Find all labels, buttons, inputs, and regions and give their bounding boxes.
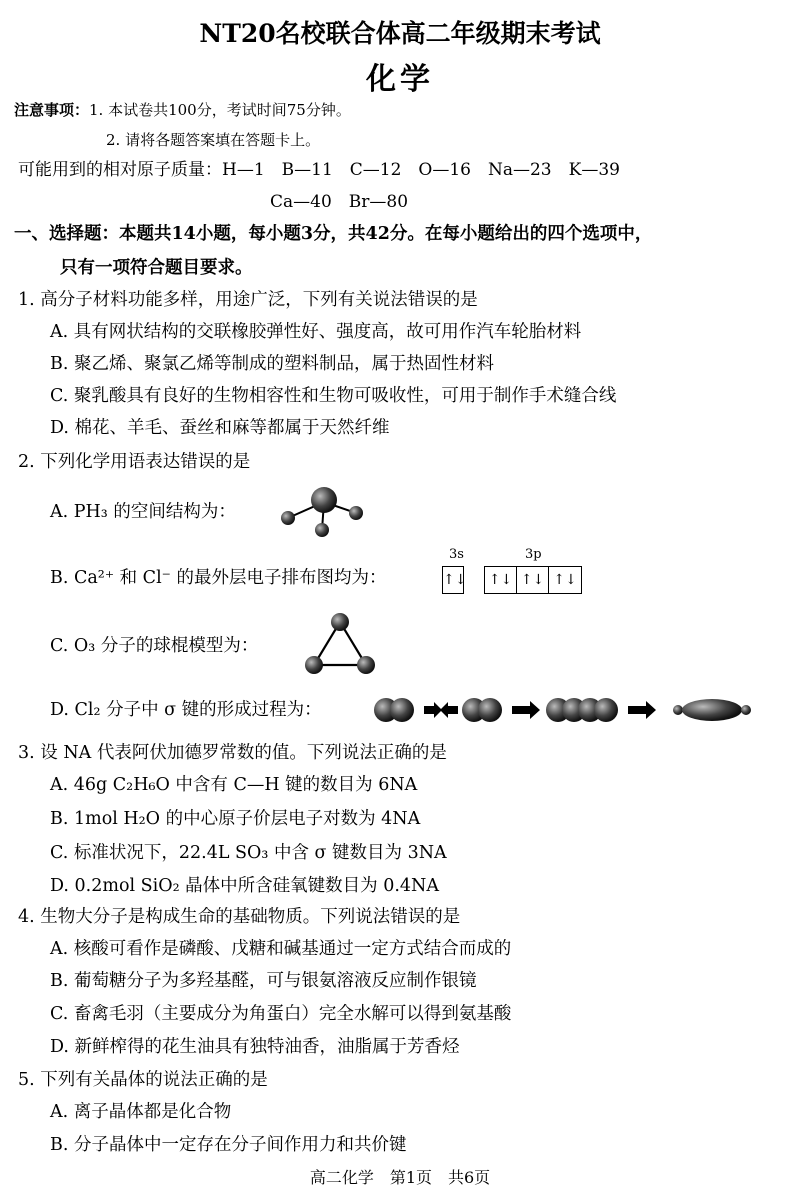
orbital-3s-box bbox=[442, 566, 467, 594]
question-4-stem: 4. 生物大分子是构成生命的基础物质。下列说法错误的是 bbox=[18, 907, 461, 927]
question-2-stem: 2. 下列化学用语表达错误的是 bbox=[18, 452, 251, 472]
atomic-masses-line-1: 可能用到的相对原子质量：H—1 B—11 C—12 O—16 Na—23 K—39 bbox=[18, 160, 620, 180]
section-heading-line-1: 一、选择题：本题共14小题，每小题3分，共42分。在每小题给出的四个选项中， bbox=[14, 224, 653, 244]
question-1-option-c: C. 聚乳酸具有良好的生物相容性和生物可吸收性，可用于制作手术缝合线 bbox=[50, 386, 617, 406]
subject-title: 化学 bbox=[366, 62, 434, 97]
question-2-option-b: B. Ca²⁺ 和 Cl⁻ 的最外层电子排布图均为： bbox=[50, 568, 387, 588]
orbital-3s-arrows: ↑↓ bbox=[443, 572, 467, 588]
question-4-option-d: D. 新鲜榨得的花生油具有独特油香，油脂属于芳香烃 bbox=[50, 1037, 460, 1057]
question-3-option-d: D. 0.2mol SiO₂ 晶体中所含硅氧键数目为 0.4NA bbox=[50, 876, 440, 896]
section-heading-line-2: 只有一项符合题目要求。 bbox=[60, 258, 253, 278]
question-2-option-a: A. PH₃ 的空间结构为： bbox=[50, 502, 236, 522]
orbital-3p-3-arrows: ↑↓ bbox=[553, 572, 577, 588]
question-3-option-c: C. 标准状况下，22.4L SO₃ 中含 σ 键数目为 3NA bbox=[50, 843, 447, 863]
question-1-option-a: A. 具有网状结构的交联橡胶弹性好、强度高，故可用作汽车轮胎材料 bbox=[50, 322, 582, 342]
notes-line-1 bbox=[14, 98, 351, 122]
orbital-3p-label: 3p bbox=[525, 547, 542, 562]
orbital-3p-boxes bbox=[484, 566, 582, 594]
question-4-option-a: A. 核酸可看作是磷酸、戊糖和碱基通过一定方式结合而成的 bbox=[50, 939, 512, 959]
notes-label: 注意事项： bbox=[14, 101, 90, 119]
page-footer: 高二化学 第1页 共6页 bbox=[309, 1168, 491, 1187]
question-4-option-c: C. 畜禽毛羽（主要成分为角蛋白）完全水解可以得到氨基酸 bbox=[50, 1004, 512, 1024]
orbital-3s-label: 3s bbox=[449, 547, 464, 562]
pyramidal-molecule-diagram bbox=[274, 480, 374, 545]
question-5-option-a: A. 离子晶体都是化合物 bbox=[50, 1102, 232, 1122]
question-1-stem: 1. 高分子材料功能多样，用途广泛，下列有关说法错误的是 bbox=[18, 290, 478, 310]
question-1-option-d: D. 棉花、羊毛、蚕丝和麻等都属于天然纤维 bbox=[50, 418, 390, 438]
question-3-option-b: B. 1mol H₂O 的中心原子价层电子对数为 4NA bbox=[50, 809, 421, 829]
question-2-option-c: C. O₃ 分子的球棍模型为： bbox=[50, 636, 259, 656]
question-1-option-b: B. 聚乙烯、聚氯乙烯等制成的塑料制品，属于热固性材料 bbox=[50, 354, 494, 374]
question-2-option-d: D. Cl₂ 分子中 σ 键的形成过程为： bbox=[50, 700, 322, 720]
question-5-stem: 5. 下列有关晶体的说法正确的是 bbox=[18, 1070, 268, 1090]
notes-item-1: 1. 本试卷共100分，考试时间75分钟。 bbox=[89, 101, 351, 119]
question-3-stem: 3. 设 NA 代表阿伏加德罗常数的值。下列说法正确的是 bbox=[18, 743, 447, 763]
atomic-masses-line-2: Ca—40 Br—80 bbox=[270, 192, 409, 212]
sigma-bond-formation-diagram bbox=[372, 690, 788, 734]
question-3-option-a: A. 46g C₂H₆O 中含有 C—H 键的数目为 6NA bbox=[50, 775, 418, 795]
exam-title: NT20名校联合体高二年级期末考试 bbox=[199, 19, 601, 48]
ozone-ball-stick-model bbox=[300, 610, 380, 680]
orbital-3p-2-arrows: ↑↓ bbox=[517, 567, 549, 593]
notes-item-2: 2. 请将各题答案填在答题卡上。 bbox=[106, 131, 321, 149]
orbital-3p-1-arrows: ↑↓ bbox=[485, 567, 517, 593]
question-4-option-b: B. 葡萄糖分子为多羟基醛，可与银氨溶液反应制作银镜 bbox=[50, 971, 477, 991]
question-5-option-b: B. 分子晶体中一定存在分子间作用力和共价键 bbox=[50, 1135, 407, 1155]
